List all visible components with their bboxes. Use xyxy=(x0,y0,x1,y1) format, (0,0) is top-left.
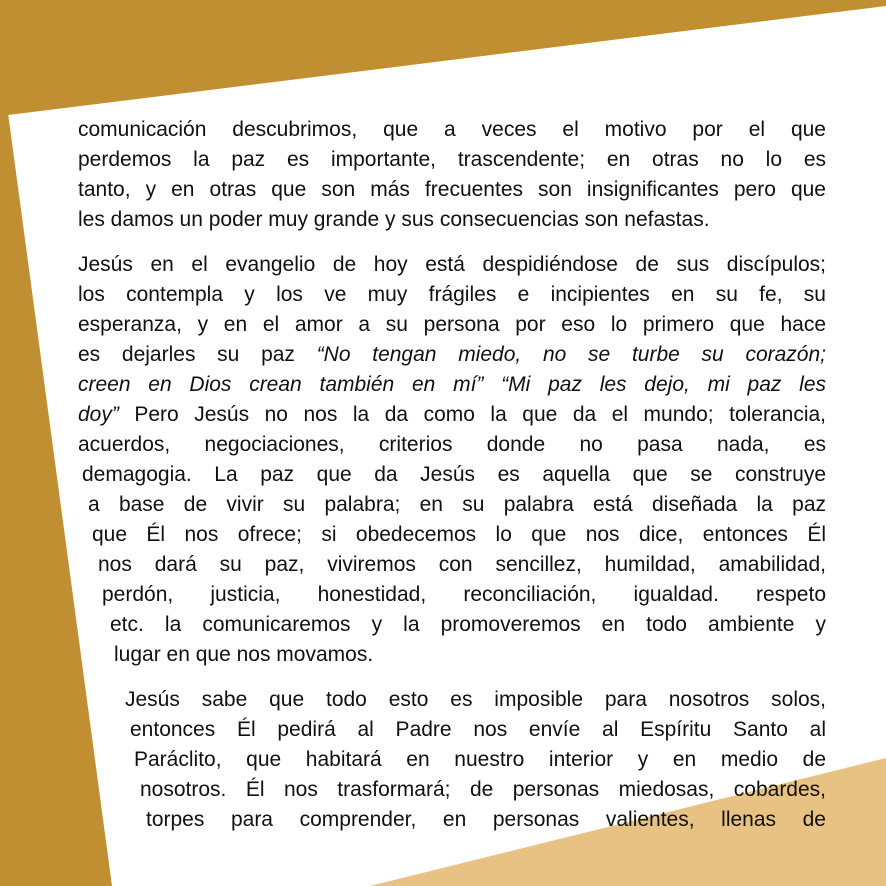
paragraph-1-line-4: les damos un poder muy grande y sus consecuencias son nefastas. xyxy=(78,208,710,231)
top-gold-band xyxy=(0,0,886,116)
paragraph-2-line-4 xyxy=(78,340,826,370)
paragraph-2-line-6-text: Pero Jesús no nos la da como la que da el mundo; tolerancia, xyxy=(118,403,826,426)
paragraph-2-line-6 xyxy=(78,400,826,430)
paragraph-2-line-7: acuerdos, negociaciones, criterios donde no pasa nada, es xyxy=(78,433,826,456)
paragraph-2-line-9: a base de vivir su palabra; en su palabra está diseñada la paz xyxy=(88,493,826,516)
paragraph-2-line-12: perdón, justicia, honestidad, reconciliación, igualdad. respeto xyxy=(102,583,826,606)
paragraph-2-line-2: los contempla y los ve muy frágiles e incipientes en su fe, su xyxy=(78,283,826,306)
paragraph-2-line-14: lugar en que nos movamos. xyxy=(114,643,374,666)
paragraph-2-line-10: que Él nos ofrece; si obedecemos lo que nos dice, entonces Él xyxy=(92,523,826,546)
paragraph-2-line-5 xyxy=(78,370,826,400)
quote-no-tengan-miedo: “No tengan miedo, no se turbe su corazón; xyxy=(316,343,826,366)
paragraph-1-line-1: comunicación descubrimos, que a veces el motivo por el que xyxy=(78,118,826,141)
paragraph-1-line-3: tanto, y en otras que son más frecuentes son insignificantes pero que xyxy=(78,178,826,201)
paragraph-2-line-3: esperanza, y en el amor a su persona por eso lo primero que hace xyxy=(78,313,826,336)
paragraph-3-line-2: entonces Él pedirá al Padre nos envíe al Espíritu Santo al xyxy=(130,718,826,741)
quote-mi-paz-les-dejo: creen en Dios crean también en mí” “Mi paz les dejo, mi paz les xyxy=(78,373,826,396)
paragraph-3-line-1: Jesús sabe que todo esto es imposible para nosotros solos, xyxy=(125,688,826,711)
paragraph-2-line-8: demagogia. La paz que da Jesús es aquella que se construye xyxy=(82,463,826,486)
paragraph-2-line-11: nos dará su paz, viviremos con sencillez, humildad, amabilidad, xyxy=(98,553,826,576)
paragraph-3-line-4: nosotros. Él nos trasformará; de personas miedosas, cobardes, xyxy=(140,778,826,801)
paragraph-3-line-3: Paráclito, que habitará en nuestro interior y en medio de xyxy=(134,748,826,771)
paragraph-1-line-2: perdemos la paz es importante, trascendente; en otras no lo es xyxy=(78,148,826,171)
quote-doy: doy” xyxy=(78,403,119,426)
paragraph-3-line-5: torpes para comprender, en personas valientes, llenas de xyxy=(146,808,826,831)
paragraph-2-line-4-text: es dejarles su paz xyxy=(78,343,317,366)
paragraph-2-line-13: etc. la comunicaremos y la promoveremos en todo ambiente y xyxy=(110,613,826,636)
paragraph-2-line-1: Jesús en el evangelio de hoy está despidiéndose de sus discípulos; xyxy=(78,253,826,276)
